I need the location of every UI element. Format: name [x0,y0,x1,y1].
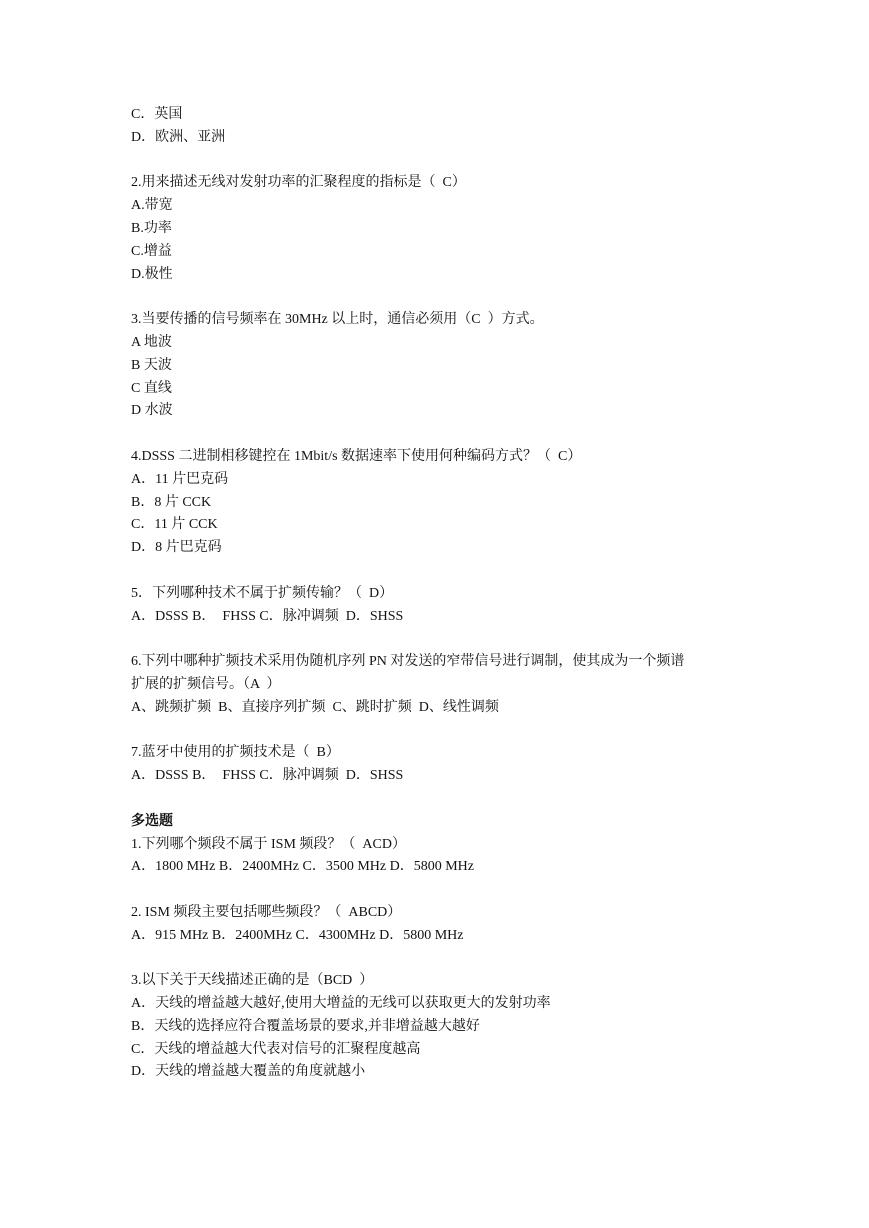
option-text: A．DSSS B． FHSS C．脉冲调频 D．SHSS [131,608,404,624]
question-text: 2.用来描述无线对发射功率的汇聚程度的指标是（ C） [131,175,466,191]
option-text: B.功率 [131,220,172,236]
option-text: C．天线的增益越大代表对信号的汇聚程度越高 [131,1041,421,1057]
question-text: 5．下列哪种技术不属于扩频传输？（ D） [131,585,394,601]
blank-line [131,628,791,651]
option-text: A．DSSS B． FHSS C．脉冲调频 D．SHSS [131,768,404,784]
option-text: D 水波 [131,403,173,419]
option-text: B．天线的选择应符合覆盖场景的要求,并非增益越大越好 [131,1018,480,1034]
question-text: 1.下列哪个频段不属于 ISM 频段？（ ACD） [131,836,406,852]
option-text: B 天波 [131,357,172,373]
option-text: A．天线的增益越大越好,使用大增益的无线可以获取更大的发射功率 [131,996,551,1012]
option-text: A 地波 [131,334,172,350]
blank-line [131,423,791,446]
option-text: D．欧洲、亚洲 [131,129,226,145]
option-text: A．1800 MHz B．2400MHz C．3500 MHz D．5800 MHz [131,859,474,875]
question-text: 3.以下关于天线描述正确的是（BCD ） [131,973,374,989]
option-text: B．8 片 CCK [131,494,212,510]
blank-line [131,720,791,743]
blank-line [131,150,791,173]
document-page [131,104,791,1084]
option-text: D.极性 [131,266,173,282]
blank-line [131,788,791,811]
option-text: A、跳频扩频 B、直接序列扩频 C、跳时扩频 D、线性调频 [131,699,499,715]
option-text: A.带宽 [131,198,173,214]
question-text: 2. ISM 频段主要包括哪些频段？（ ABCD） [131,904,402,920]
question-text: 6.下列中哪种扩频技术采用伪随机序列 PN 对发送的窄带信号进行调制，使其成为一个频谱 [131,654,685,670]
blank-line [131,560,791,583]
blank-line [131,879,791,902]
blank-line [131,286,791,309]
option-text: C.增益 [131,243,172,259]
section-heading: 多选题 [131,813,173,829]
option-text: C．英国 [131,107,183,122]
option-text: C 直线 [131,380,172,396]
option-text: A．915 MHz B．2400MHz C．4300MHz D．5800 MHz [131,927,464,943]
option-text: D．天线的增益越大覆盖的角度就越小 [131,1064,366,1080]
blank-line [131,947,791,970]
question-text: 扩展的扩频信号。（A ） [131,676,281,692]
question-text: 3.当要传播的信号频率在 30MHz 以上时，通信必须用（C ）方式。 [131,312,544,328]
option-text: D．8 片巴克码 [131,540,222,556]
option-text: A．11 片巴克码 [131,471,229,487]
question-text: 4.DSSS 二进制相移键控在 1Mbit/s 数据速率下使用何种编码方式？（ C） [131,448,582,464]
question-text: 7.蓝牙中使用的扩频技术是（ B） [131,745,340,761]
option-text: C．11 片 CCK [131,517,218,533]
